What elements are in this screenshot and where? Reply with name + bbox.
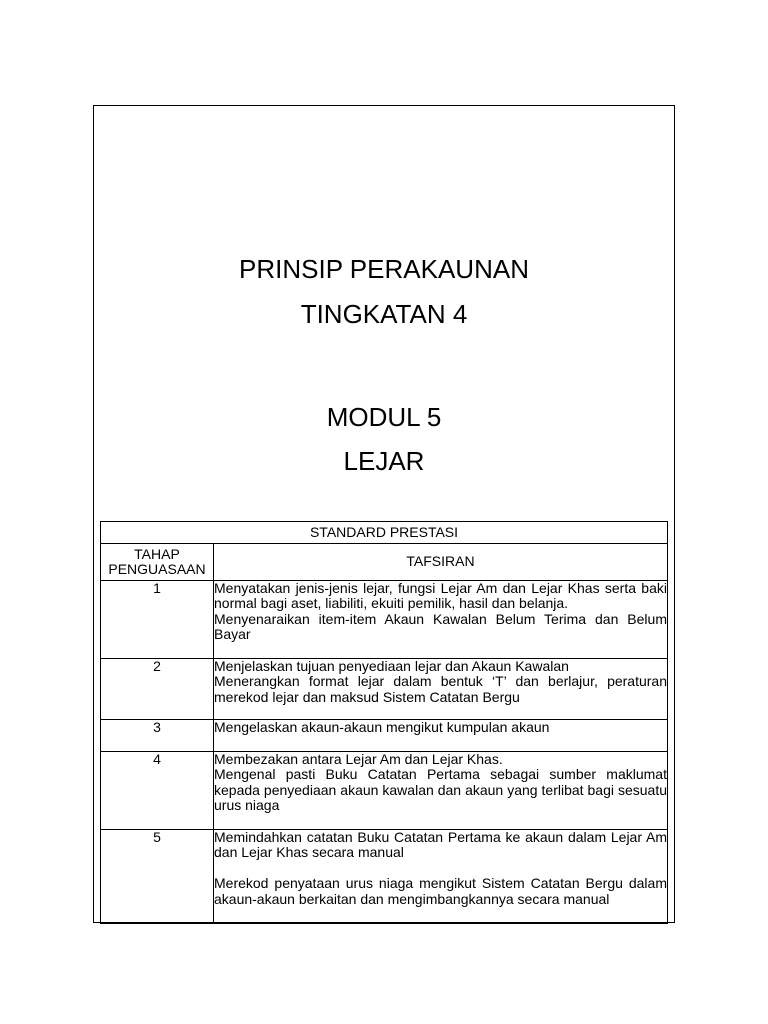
descriptor-text: Menyatakan jenis-jenis lejar, fungsi Lejar Am dan Lejar Khas serta baki normal bagi aset, liabiliti, ekuiti pemilik, hasil dan belanja. (214, 580, 667, 612)
descriptor-text: Memindahkan catatan Buku Catatan Pertama ke akaun dalam Lejar Am dan Lejar Khas secara manual (214, 829, 667, 861)
level-cell: 1 (101, 581, 214, 659)
level-cell: 4 (101, 752, 214, 830)
table-caption: STANDARD PRESTASI (101, 522, 668, 544)
column-header-interpretation: TAFSIRAN (214, 544, 668, 581)
descriptor-text: Menjelaskan tujuan penyediaan lejar dan Akaun Kawalan (214, 658, 569, 674)
descriptor-text: Menerangkan format lejar dalam bentuk ‘T’ dan berlajur, peraturan merekod lejar dan maksud Sistem Catatan Bergu (214, 673, 667, 705)
descriptor-text: Mengelaskan akaun-akaun mengikut kumpulan akaun (214, 719, 550, 735)
interpretation-cell (214, 720, 668, 752)
module-number: MODUL 5 (326, 402, 442, 432)
descriptor-text: Merekod penyataan urus niaga mengikut Sistem Catatan Bergu dalam akaun-akaun berkaitan dan mengimbangkannya secara manual (214, 875, 667, 907)
module-topic: LEJAR (343, 446, 425, 476)
table-row (101, 830, 668, 924)
table-row (101, 659, 668, 720)
interpretation-cell (214, 659, 668, 720)
interpretation-cell (214, 581, 668, 659)
table-row (101, 581, 668, 659)
level-cell: 2 (101, 659, 214, 720)
interpretation-cell (214, 830, 668, 924)
table-row (101, 752, 668, 830)
descriptor-text: Mengenal pasti Buku Catatan Pertama sebagai sumber maklumat kepada penyediaan akaun kawalan dan akaun yang terlibat bagi sesuatu urus niaga (214, 766, 667, 814)
descriptor-text: Menyenaraikan item-item Akaun Kawalan Belum Terima dan Belum Bayar (214, 610, 667, 643)
level-cell: 3 (101, 720, 214, 752)
form-level: TINGKATAN 4 (300, 299, 468, 329)
document-title: PRINSIP PERAKAUNAN (239, 254, 529, 284)
descriptor-text: Membezakan antara Lejar Am dan Lejar Khas. (214, 751, 503, 767)
table-header-row (101, 544, 668, 581)
interpretation-cell (214, 752, 668, 830)
table-row (101, 720, 668, 752)
performance-standard-table (100, 521, 668, 924)
level-cell: 5 (101, 830, 214, 924)
column-header-level: TAHAP PENGUASAAN (101, 544, 214, 581)
table-caption-row (101, 522, 668, 544)
